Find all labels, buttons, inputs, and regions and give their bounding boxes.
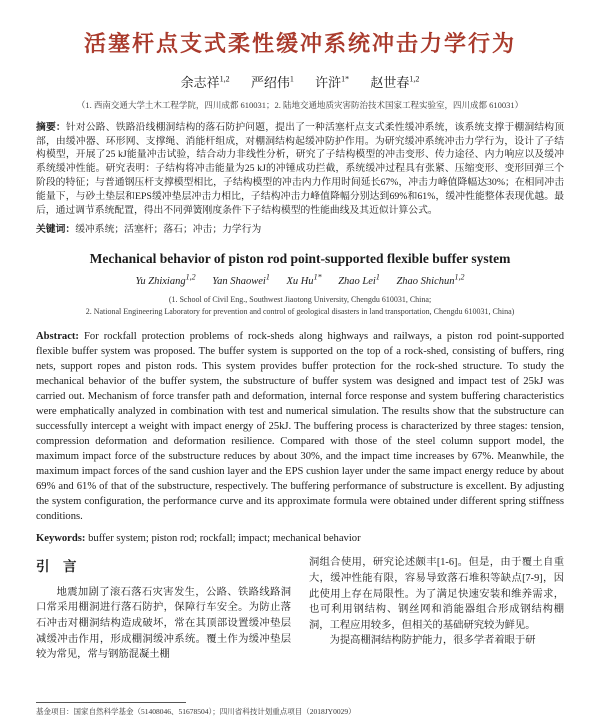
- author-name: Zhao Shichun: [396, 275, 455, 287]
- section-heading-introduction: 引 言: [36, 559, 77, 575]
- funding-note: 基金项目：国家自然科学基金（51408046、51678504）；四川省科技计划重点项目（2018JY0029）: [36, 707, 356, 716]
- keywords-english: [36, 531, 564, 546]
- author-affil-marker: 1: [265, 272, 270, 282]
- author-name: 严绍伟: [250, 74, 290, 90]
- abstract-label-en: Abstract:: [36, 330, 79, 342]
- keywords-label-en: Keywords:: [36, 533, 86, 545]
- author-en: [286, 272, 322, 287]
- author-affil-marker: 1,2: [454, 272, 465, 282]
- author-affil-marker: 1,2: [219, 74, 230, 84]
- abstract-english: [36, 329, 564, 524]
- author-affil-marker: 1: [289, 74, 294, 84]
- author-en: [396, 272, 465, 287]
- affiliation-english-line2: 2. National Engineering Laboratory for prevention and control of geological disasters in land transportation, Chengdu 610031, China): [85, 306, 515, 316]
- author-name: Zhao Lei: [338, 275, 376, 287]
- affiliation-chinese: （1. 西南交通大学土木工程学院，四川成都 610031；2. 陆地交通地质灾害防治技术国家工程实验室，四川成都 610031）: [76, 99, 524, 110]
- authors-chinese: [36, 72, 564, 91]
- affiliation-english-line1: (1. School of Civil Eng., Southwest Jiaotong University, Chengdu 610031, China;: [168, 294, 432, 304]
- body-left-column: [36, 555, 291, 663]
- author-name: 许浒: [315, 74, 342, 90]
- affiliation-english: [36, 294, 564, 318]
- abstract-text-cn: 针对公路、铁路沿线棚洞结构的落石防护问题，提出了一种活塞杆点支式柔性缓冲系统，该系统支撑于棚洞结构顶部，由缓冲器、环形网、支撑绳、消能杆组成，对棚洞结构起缓冲防护作用。为研究缓冲系统冲击力学行为，设计了子结构模型，开展了25 kJ能量冲击试验，结合动力非线性分析，研究了子结构模型的冲击变形、传力途径、内力响应以及缓冲系统缓冲性能。研究表明：子结构将冲击能量为25 kJ的冲锤成功拦截，系统缓冲过程具有张紧、压缩变形、变形回弹三个阶段的特征；与普通钢压杆支撑模型相比，子结构模型的冲击内力作用时间延长67%，冲击力峰值降幅达30%；在相同冲击能量下，与砂土垫层和EPS缓冲垫层冲击力相比，子结构冲击力峰值降幅分别达到69%和61%，缓冲性能整体表现优越。最后，通过调节系统配置，得出不同弹簧刚度条件下子结构模型的性能曲线及其近似计算公式。: [36, 121, 565, 217]
- footnote-area: [36, 700, 564, 717]
- body-right-column: [309, 555, 564, 663]
- author-affil-marker: 1*: [341, 74, 350, 84]
- paper-title-chinese: 活塞杆点支式柔性缓冲系统冲击力学行为: [83, 31, 516, 56]
- author-name: 余志祥: [180, 74, 220, 90]
- author-affil-marker: 1: [375, 272, 380, 282]
- abstract-chinese: [36, 121, 564, 218]
- keywords-text-cn: 缓冲系统；活塞杆；落石；冲击；力学行为: [75, 223, 262, 235]
- author-affil-marker: 1,2: [409, 74, 420, 84]
- author-affil-marker: 1*: [313, 272, 322, 282]
- footnote-separator-rule: [36, 702, 186, 703]
- body-paragraph: 洞组合使用，研究论述颇丰[1-6]。但是，由于覆土自重大，缓冲性能有限，容易导致落石堆积等缺点[7-9]，因此使用上存在局限性。为了满足快速安装和维养需求，也可利用钢结构、钢丝网和消能器组合形成钢结构棚洞，工程应用较多，但相关的基础研究较为鲜见。: [309, 557, 564, 631]
- author-name: Xu Hu: [286, 275, 314, 287]
- body-paragraph: 为提高棚洞结构防护能力，很多学者着眼于研: [329, 635, 536, 647]
- abstract-label-cn: 摘要：: [36, 121, 66, 133]
- author-cn: [181, 75, 230, 90]
- keywords-chinese: [36, 223, 564, 237]
- paper-title-english: Mechanical behavior of piston rod point-supported flexible buffer system: [89, 250, 511, 266]
- keywords-text-en: buffer system; piston rod; rockfall; impact; mechanical behavior: [88, 533, 361, 545]
- author-affil-marker: 1,2: [185, 272, 196, 282]
- body-paragraph: 地震加剧了滚石落石灾害发生，公路、铁路线路洞口常采用棚洞进行落石防护，保障行车安全。为防止落石冲击对棚洞结构造成破坏，常在其顶部设置缓冲垫层减缓冲击作用，形成棚洞缓冲系统。覆土作为缓冲垫层较为常见，常与钢筋混凝土棚: [36, 586, 291, 661]
- author-en: [212, 272, 270, 287]
- author-cn: [315, 75, 349, 90]
- keywords-label-cn: 关键词：: [36, 223, 76, 235]
- author-cn: [251, 75, 294, 90]
- author-name: Yu Zhixiang: [135, 275, 186, 287]
- authors-english: [36, 272, 564, 287]
- author-name: Yan Shaowei: [212, 275, 266, 287]
- body-two-columns: [36, 555, 564, 663]
- author-name: 赵世春: [370, 74, 410, 90]
- abstract-text-en: For rockfall protection problems of rock-sheds along highways and railways, a piston rod point-supported flexible buffer system was proposed. The buffer system is supported on the top of a rock-shed, consisting of buffers, ring nets, support ropes and piston rods. This system provides buffer protection for the rock-shed structure. To study the mechanical behavior of the buffer system, the substructure of buffer system was designed and impact test of 25kJ was carried out. Mechanism of force transfer path and deformation, internal force response and system buffering characteristics were emphatically analyzed in combination with test and numerical simulation. The results show that the substructure can successfully intercept a weight with impact energy of 25kJ. The buffering process is characterized by three stages: tension, compression deformation and deformation resilience. Compared with those of the steel column support model, the maximum impact force of the substructure reduces by about 30%, and the impact time increases by 67%. Meanwhile, the maximum impact forces of the sand cushion layer and the EPS cushion layer under the same impact energy reduce by about 69% and 61% of that of the substructure, respectively. The buffering performance of substructure is excellent. By adjusting the system configuration, the performance curve and its approximate formula were obtained under different spring stiffness conditions.: [36, 330, 564, 523]
- author-cn: [370, 75, 419, 90]
- author-en: [135, 272, 196, 287]
- author-en: [338, 272, 380, 287]
